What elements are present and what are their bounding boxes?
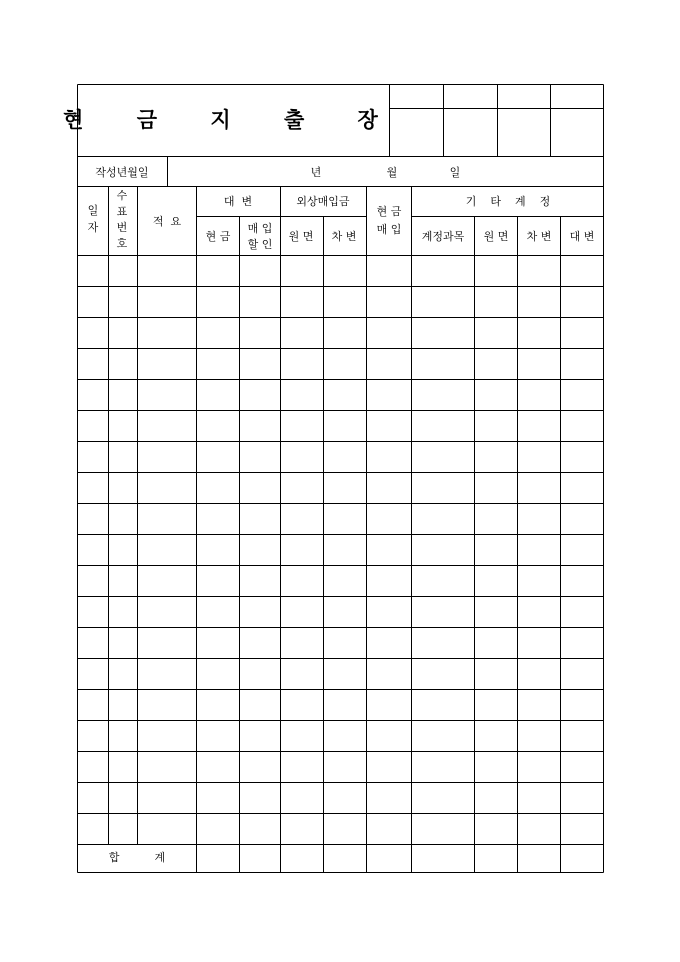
header-ap-ledger: 원 면	[288, 230, 314, 243]
header-cash-purchase-2: 매 입	[376, 223, 402, 236]
header-accounts-payable: 외상매입금	[296, 195, 350, 208]
header-other-debit: 차 변	[526, 230, 552, 243]
header-credit-discount-1: 매 입	[247, 222, 273, 235]
month-label: 월	[386, 166, 398, 179]
header-cash-purchase-1: 현 금	[376, 205, 402, 218]
header-voucher-2: 표	[116, 205, 128, 218]
header-voucher-1: 수	[116, 189, 128, 202]
ledger-title: 현 금 지 출 장	[63, 107, 401, 132]
header-voucher-3: 번	[116, 221, 128, 234]
header-other-ledger: 원 면	[483, 230, 509, 243]
year-label: 년	[310, 166, 322, 179]
header-voucher-4: 호	[116, 237, 128, 250]
day-label: 일	[449, 166, 461, 179]
header-account-name: 계정과목	[421, 230, 465, 243]
header-credit-cash: 현 금	[205, 230, 231, 243]
total-label: 합 계	[108, 851, 166, 864]
header-credit: 대 변	[223, 195, 253, 208]
header-ap-debit: 차 변	[331, 230, 357, 243]
header-summary: 적 요	[152, 215, 182, 228]
date-row-label: 작성년월일	[95, 166, 149, 179]
header-other-accounts: 기 타 계 정	[465, 195, 551, 208]
header-other-credit: 대 변	[569, 230, 595, 243]
header-date-2: 자	[87, 221, 99, 234]
header-date-1: 일	[87, 204, 99, 217]
header-credit-discount-2: 할 인	[247, 238, 273, 251]
